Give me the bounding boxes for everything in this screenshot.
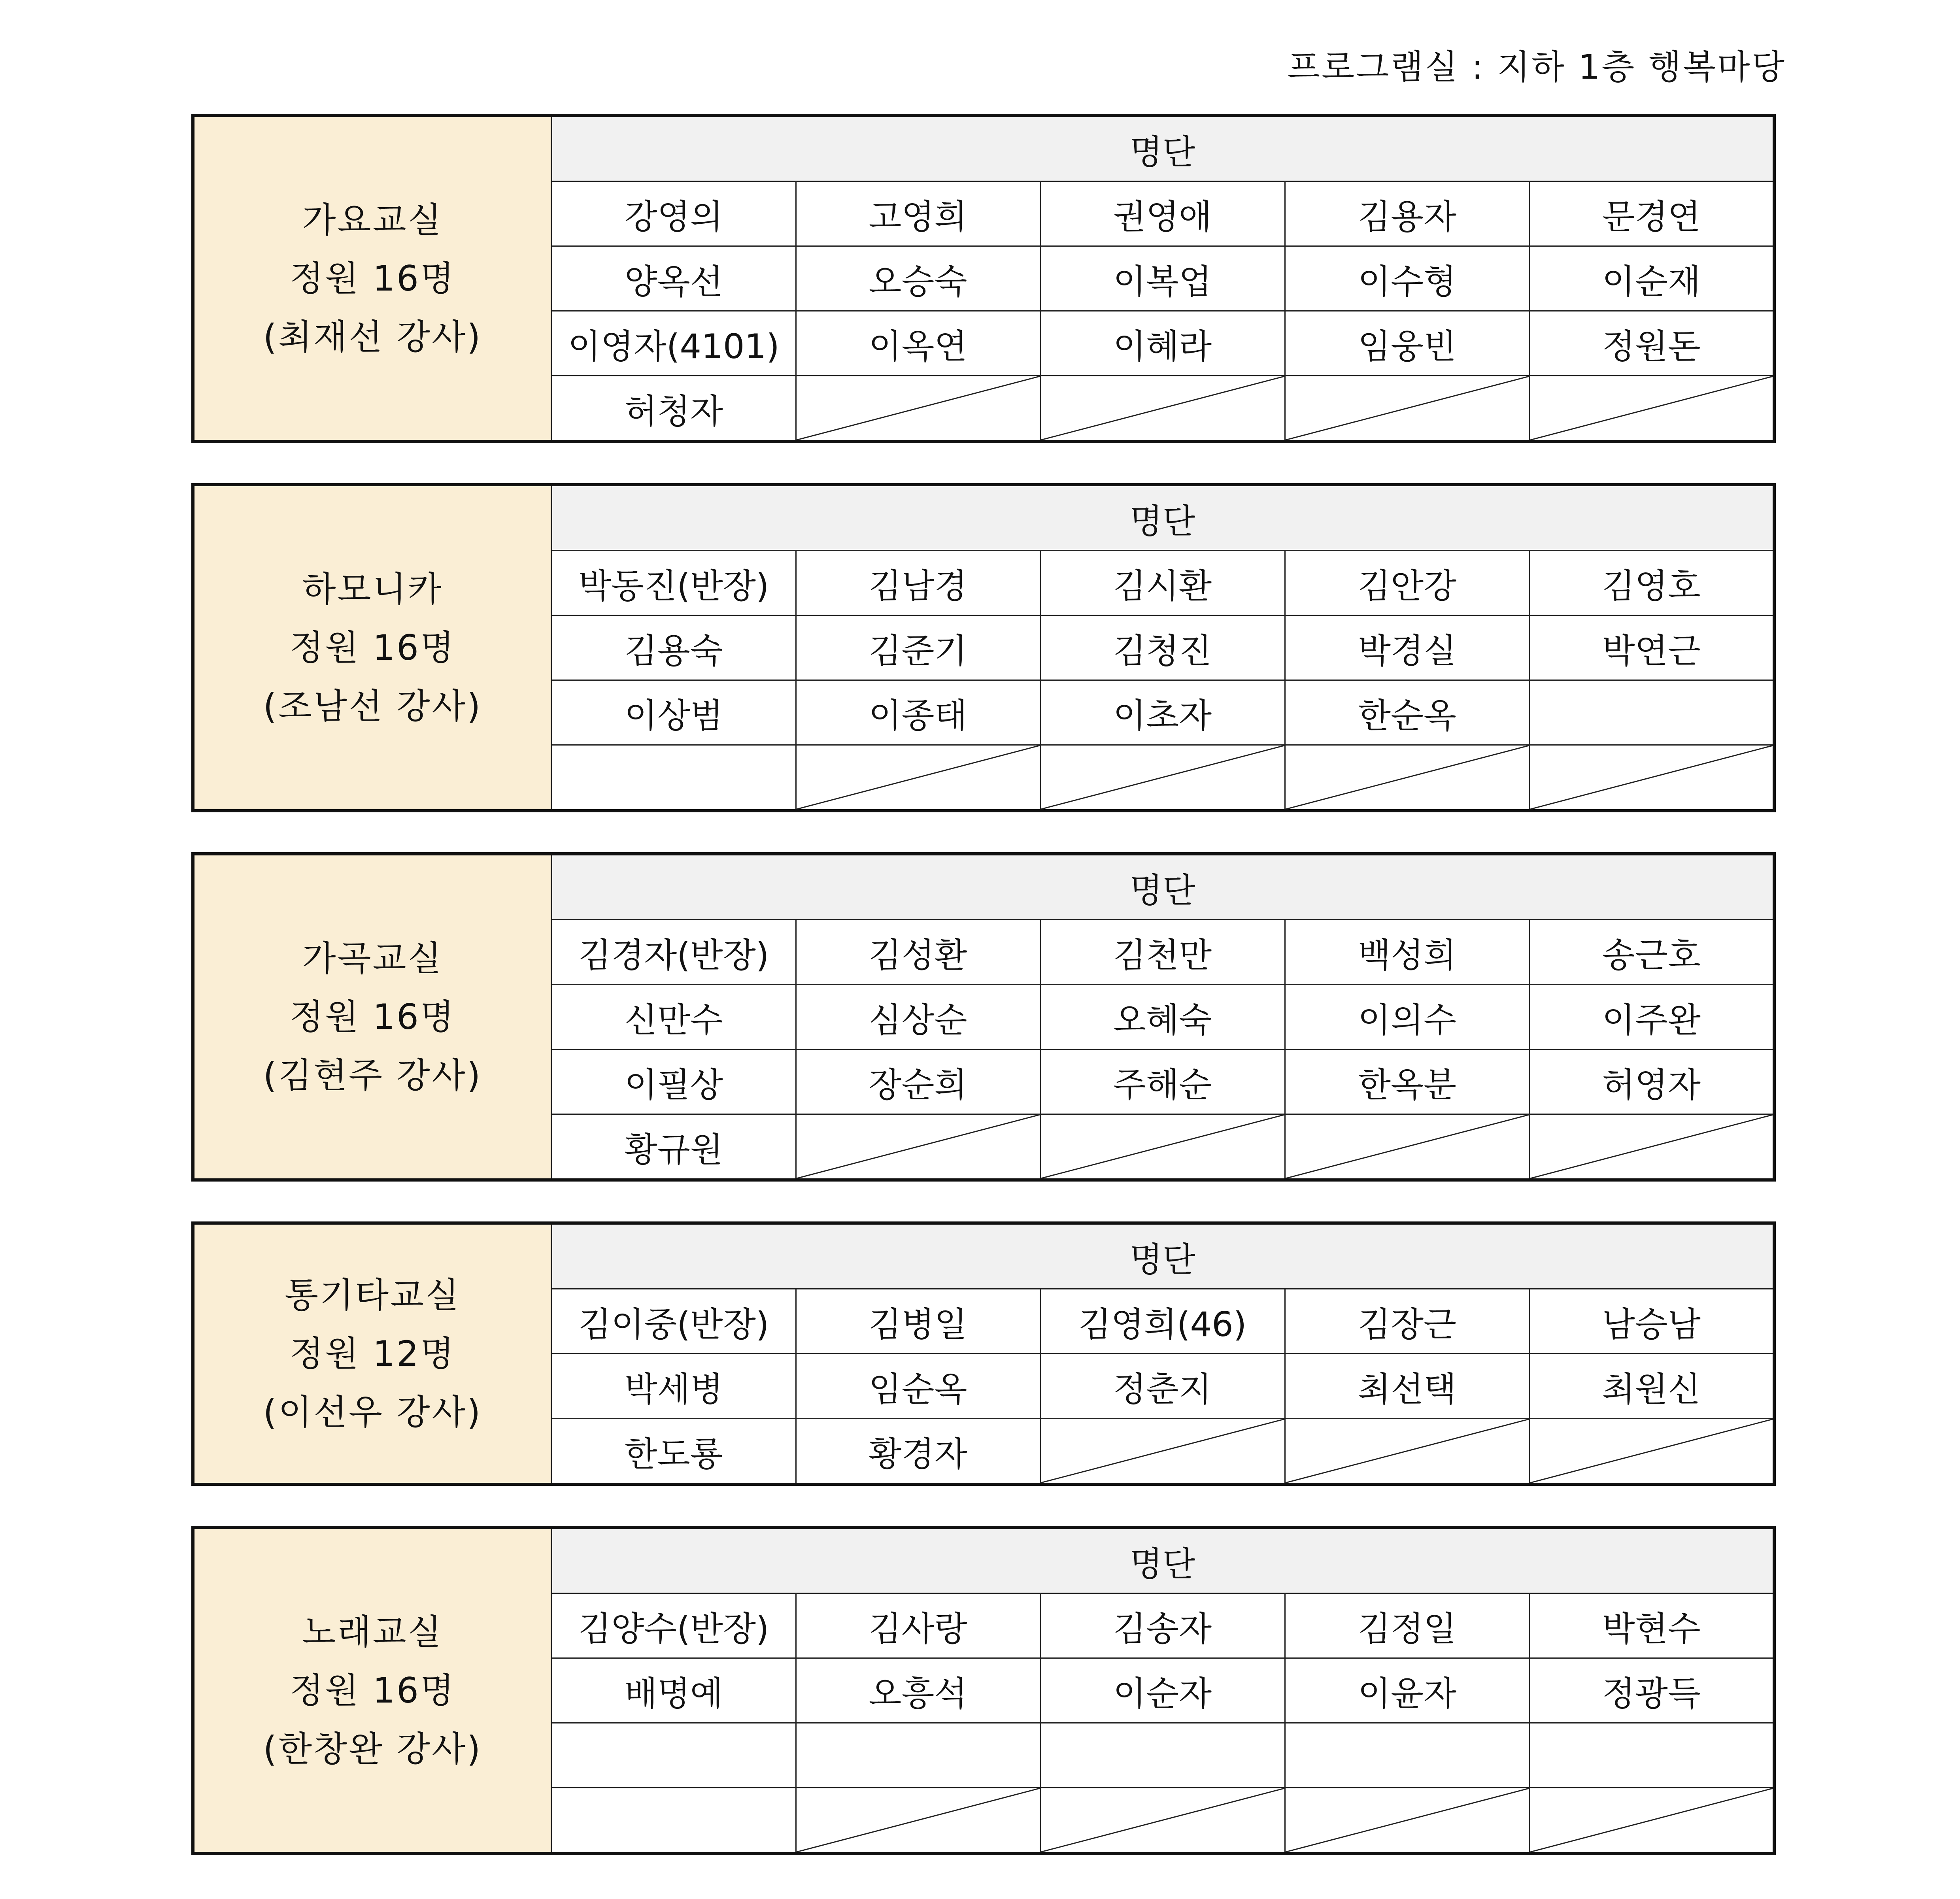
member-name: 허영자 (1529, 1050, 1774, 1114)
class-roster-table (191, 852, 1776, 1182)
member-name: 김용자 (1285, 181, 1529, 246)
member-name: 김장근 (1285, 1289, 1529, 1354)
member-name: 김병일 (796, 1289, 1040, 1354)
member-name: 김성환 (796, 920, 1040, 985)
member-name: 박세병 (551, 1354, 796, 1419)
empty-slot-slash (796, 376, 1040, 442)
member-name: 이영자(4101) (551, 311, 796, 376)
empty-slot-slash (1529, 745, 1774, 811)
class-info-cell (193, 485, 551, 811)
diagonal-line (1530, 746, 1773, 809)
member-name: 허청자 (551, 376, 796, 442)
diagonal-line (1286, 1419, 1529, 1483)
class-capacity: 정원 16명 (290, 1670, 455, 1711)
member-name: 백성희 (1285, 920, 1529, 985)
class-name: 노래교실 (302, 1611, 443, 1652)
roster-header: 명단 (551, 854, 1774, 920)
member-name: 권영애 (1040, 181, 1285, 246)
member-name: 이옥연 (796, 311, 1040, 376)
member-name: 황규원 (551, 1114, 796, 1180)
empty-slot-slash (1285, 1114, 1529, 1180)
diagonal-line (1286, 1788, 1529, 1852)
member-name (796, 1723, 1040, 1788)
program-room-location: 프로그램실 : 지하 1층 행복마당 (1287, 47, 1786, 87)
class-name: 가요교실 (302, 199, 443, 240)
empty-slot-slash (1040, 1114, 1285, 1180)
member-name: 심상순 (796, 985, 1040, 1050)
empty-slot-slash (1529, 1788, 1774, 1854)
diagonal-line (1041, 1115, 1284, 1178)
class-instructor: (김현주 강사) (263, 1055, 482, 1096)
member-name: 김용숙 (551, 615, 796, 680)
member-name (1529, 680, 1774, 745)
diagonal-line (1530, 376, 1773, 440)
empty-slot-slash (1529, 1114, 1774, 1180)
empty-slot-slash (1040, 1419, 1285, 1485)
class-roster-table (191, 114, 1776, 443)
member-name: 한옥분 (1285, 1050, 1529, 1114)
class-info-cell (193, 854, 551, 1180)
member-name: 강영의 (551, 181, 796, 246)
diagonal-line (1286, 746, 1529, 809)
class-capacity: 정원 16명 (290, 627, 455, 668)
class-roster-table (191, 1526, 1776, 1855)
diagonal-line (1041, 1419, 1284, 1483)
empty-slot-slash (796, 1788, 1040, 1854)
class-name: 하모니카 (302, 568, 443, 610)
member-name: 박경실 (1285, 615, 1529, 680)
member-name: 송근호 (1529, 920, 1774, 985)
roster-header: 명단 (551, 1223, 1774, 1289)
member-name: 박동진(반장) (551, 551, 796, 615)
member-name: 김사랑 (796, 1593, 1040, 1658)
member-name: 이주완 (1529, 985, 1774, 1050)
member-name: 주해순 (1040, 1050, 1285, 1114)
member-name: 남승남 (1529, 1289, 1774, 1354)
member-name: 이초자 (1040, 680, 1285, 745)
member-name: 김경자(반장) (551, 920, 796, 985)
empty-slot-slash (1040, 745, 1285, 811)
class-capacity: 정원 16명 (290, 258, 455, 299)
diagonal-line (1041, 1788, 1284, 1852)
roster-header: 명단 (551, 1527, 1774, 1593)
member-name: 이필상 (551, 1050, 796, 1114)
class-name: 가곡교실 (302, 938, 443, 979)
diagonal-line (1530, 1115, 1773, 1178)
diagonal-line (1530, 1419, 1773, 1483)
empty-slot-slash (1285, 376, 1529, 442)
empty-slot-slash (1285, 1788, 1529, 1854)
member-name: 배명예 (551, 1658, 796, 1723)
diagonal-line (1286, 1115, 1529, 1178)
member-name (1529, 1723, 1774, 1788)
empty-slot-slash (796, 1114, 1040, 1180)
member-name: 이종태 (796, 680, 1040, 745)
member-name: 임웅빈 (1285, 311, 1529, 376)
member-name: 이순자 (1040, 1658, 1285, 1723)
class-info-cell (193, 1527, 551, 1854)
member-name: 문경연 (1529, 181, 1774, 246)
member-name: 고영희 (796, 181, 1040, 246)
member-name: 황경자 (796, 1419, 1040, 1485)
member-name (551, 1788, 796, 1854)
member-name: 김남경 (796, 551, 1040, 615)
member-name (551, 1723, 796, 1788)
member-name: 이순재 (1529, 246, 1774, 311)
class-roster-table (191, 483, 1776, 812)
member-name: 김청진 (1040, 615, 1285, 680)
member-name: 김영희(46) (1040, 1289, 1285, 1354)
roster-header: 명단 (551, 115, 1774, 181)
diagonal-line (797, 746, 1040, 809)
member-name: 양옥선 (551, 246, 796, 311)
member-name: 오승숙 (796, 246, 1040, 311)
diagonal-line (1530, 1788, 1773, 1852)
class-capacity: 정원 12명 (290, 1333, 455, 1374)
member-name: 박연근 (1529, 615, 1774, 680)
member-name: 최선택 (1285, 1354, 1529, 1419)
empty-slot-slash (1529, 1419, 1774, 1485)
member-name: 한순옥 (1285, 680, 1529, 745)
member-name: 이윤자 (1285, 1658, 1529, 1723)
diagonal-line (1041, 746, 1284, 809)
diagonal-line (797, 1788, 1040, 1852)
empty-slot-slash (1529, 376, 1774, 442)
member-name: 오흥석 (796, 1658, 1040, 1723)
member-name: 김송자 (1040, 1593, 1285, 1658)
member-name: 김안강 (1285, 551, 1529, 615)
member-name: 이혜라 (1040, 311, 1285, 376)
member-name: 김영호 (1529, 551, 1774, 615)
member-name: 신만수 (551, 985, 796, 1050)
empty-slot-slash (796, 745, 1040, 811)
empty-slot-slash (1285, 745, 1529, 811)
member-name: 김양수(반장) (551, 1593, 796, 1658)
member-name: 임순옥 (796, 1354, 1040, 1419)
class-info-cell (193, 1223, 551, 1484)
empty-slot-slash (1285, 1419, 1529, 1485)
member-name: 장순희 (796, 1050, 1040, 1114)
member-name: 김시환 (1040, 551, 1285, 615)
diagonal-line (1286, 376, 1529, 440)
member-name: 이복업 (1040, 246, 1285, 311)
class-instructor: (조남선 강사) (263, 685, 482, 727)
class-instructor: (이선우 강사) (263, 1391, 482, 1433)
diagonal-line (1041, 376, 1284, 440)
class-instructor: (최재선 강사) (263, 316, 482, 357)
member-name: 정춘지 (1040, 1354, 1285, 1419)
member-name: 김준기 (796, 615, 1040, 680)
member-name: 이의수 (1285, 985, 1529, 1050)
member-name: 정광득 (1529, 1658, 1774, 1723)
member-name: 최원신 (1529, 1354, 1774, 1419)
roster-header: 명단 (551, 485, 1774, 551)
empty-slot-slash (1040, 1788, 1285, 1854)
class-capacity: 정원 16명 (290, 996, 455, 1037)
member-name: 오혜숙 (1040, 985, 1285, 1050)
member-name (1040, 1723, 1285, 1788)
empty-slot-slash (1040, 376, 1285, 442)
diagonal-line (797, 1115, 1040, 1178)
member-name (551, 745, 796, 811)
class-roster-table (191, 1221, 1776, 1486)
member-name: 김이중(반장) (551, 1289, 796, 1354)
member-name: 이상범 (551, 680, 796, 745)
member-name: 정원돈 (1529, 311, 1774, 376)
class-instructor: (한창완 강사) (263, 1728, 482, 1769)
class-info-cell (193, 115, 551, 442)
member-name: 김천만 (1040, 920, 1285, 985)
member-name (1285, 1723, 1529, 1788)
member-name: 이수형 (1285, 246, 1529, 311)
member-name: 박현수 (1529, 1593, 1774, 1658)
class-name: 통기타교실 (284, 1274, 461, 1316)
member-name: 김정일 (1285, 1593, 1529, 1658)
member-name: 한도룡 (551, 1419, 796, 1485)
diagonal-line (797, 376, 1040, 440)
